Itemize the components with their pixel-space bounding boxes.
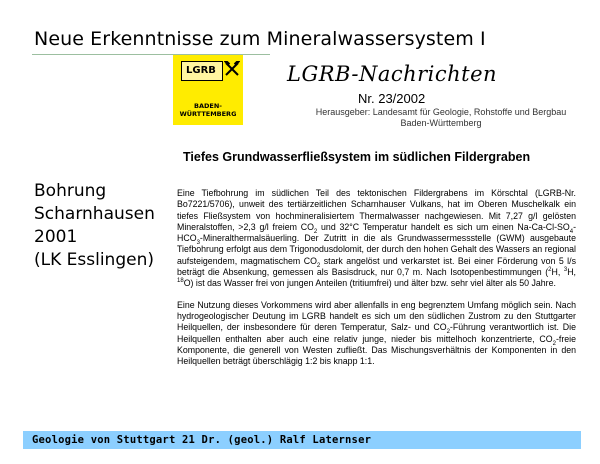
location-line: Scharnhausen bbox=[34, 204, 155, 224]
newsletter-publisher bbox=[296, 107, 586, 129]
location-line: 2001 bbox=[34, 227, 78, 247]
publisher-line1: Herausgeber: Landesamt für Geologie, Rohstoffe und Bergbau bbox=[315, 107, 567, 117]
footer-text: Geologie von Stuttgart 21 Dr. (geol.) Ralf Laternser bbox=[32, 434, 372, 446]
footer-bar bbox=[23, 431, 581, 449]
lgrb-logo-acronym: LGRB bbox=[186, 65, 216, 76]
location-line: Bohrung bbox=[34, 181, 107, 201]
article-body bbox=[177, 188, 576, 377]
lgrb-logo bbox=[173, 55, 243, 125]
article-subtitle: Tiefes Grundwasserfließsystem im südlichen Fildergraben bbox=[183, 150, 531, 164]
publisher-line2: Baden-Württemberg bbox=[400, 118, 482, 128]
lgrb-region-line2: WÜRTTEMBERG bbox=[179, 109, 237, 118]
hammer-and-pick-icon bbox=[224, 61, 240, 77]
lgrb-region-line1: BADEN- bbox=[194, 102, 222, 110]
slide-title: Neue Erkenntnisse zum Mineralwassersystem I bbox=[34, 28, 486, 50]
location-label bbox=[34, 180, 155, 272]
lgrb-logo-box bbox=[181, 61, 223, 81]
lgrb-logo-region bbox=[173, 103, 243, 118]
newsletter-title: LGRB-Nachrichten bbox=[287, 62, 498, 86]
newsletter-issue: Nr. 23/2002 bbox=[358, 91, 426, 106]
article-paragraph-1: Eine Tiefbohrung im südlichen Teil des tektonischen Fildergrabens im Körschtal (LGRB-Nr. Bo7221/5706), unweit des tertiärzeitlichen Scharnhauser Vulkans, hat im Oberen Muschelkalk ein tiefes Fließsystem von hochmineralisiertem Thermalwasser nachgewiesen. Mit 7,27 g/l gelösten Mineralstoffen, >2,3 g/l freiem $CO_2$ und 32°C Temperatur handelt es sich um einen $Na-Ca-Cl-SO_4-HCO_3$-Mineralthermalsäuerling. Der Zutritt in die als Grundwassermessstelle (GWM) ausgebaute Tiefbohrung erfolgt aus dem Trigonodusdolomit, der durch den hohen Gehalt des Wassers an regional aufsteigendem, magmatischem $CO_2$ stark angelöst und verkarstet ist. Bei einer Förderung von 5 l/s beträgt die Absenkung, gemessen als Basisdruck, nur 0,7 m. Nach Isotopenbestimmungen ($^2$H, $^3$H, $^{18}$O) ist das Wasser frei von jungen Anteilen (tritiumfrei) und älter bzw. sehr viel älter als 50 Jahre. bbox=[177, 188, 576, 289]
article-paragraph-2: Eine Nutzung dieses Vorkommens wird aber allenfalls in eng begrenztem Umfang möglich sein. Nach hydrogeologischer Deutung im LGRB handelt es sich um den südlichen Zustrom zu den Stuttgarter Heilquellen, der insbesondere für deren Temperatur, Salz- und $CO_2$-Führung verantwortlich ist. Die Heilquellen enthalten aber auch eine relativ junge, nieder bis mittelhoch konzentrierte, $CO_2$-freie Komponente, die generell von Westen zufließt. Das Mischungsverhältnis der Komponenten in den Heilquellen beträgt überschlägig 1:2 bis knapp 1:1. bbox=[177, 299, 576, 367]
location-line: (LK Esslingen) bbox=[34, 250, 154, 270]
